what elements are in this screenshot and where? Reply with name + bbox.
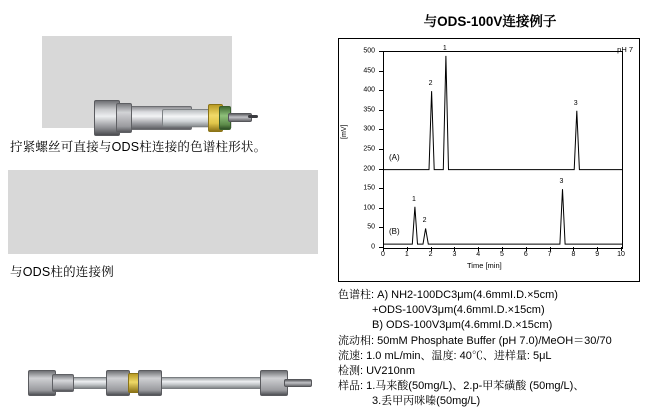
y-tick-mark xyxy=(379,169,383,170)
x-tick-mark xyxy=(431,247,432,251)
y-tick-label: 200 xyxy=(363,165,375,173)
peak-label: 3 xyxy=(573,99,578,107)
condition-line: 3.丢甲丙咪嗪(50mg/L) xyxy=(372,395,481,408)
connection-middle-nut-b xyxy=(138,370,162,396)
ph-annotation: pH 7 xyxy=(617,45,633,54)
peak-label: 1 xyxy=(411,195,416,203)
y-tick-mark xyxy=(379,110,383,111)
x-tick-label: 9 xyxy=(595,251,600,258)
caption-top: 拧紧螺丝可直接与ODS柱连接的色谱柱形状。 xyxy=(10,140,267,154)
condition-line: +ODS-100V3μm(4.6mmI.D.×15cm) xyxy=(372,304,545,317)
x-tick-label: 6 xyxy=(523,251,528,258)
y-tick-label: 350 xyxy=(363,106,375,114)
y-tick-mark xyxy=(379,208,383,209)
right-chart-column xyxy=(330,0,650,420)
connection-left-cone xyxy=(52,374,74,392)
y-tick-label: 250 xyxy=(363,145,375,153)
x-tick-mark xyxy=(621,247,622,251)
condition-line: 流动相: 50mM Phosphate Buffer (pH 7.0)/MeOH＝30/70 xyxy=(338,334,612,347)
peak-label: 1 xyxy=(442,44,447,52)
peak-label: 2 xyxy=(422,217,427,225)
y-axis-label: [mV] xyxy=(341,124,348,139)
x-tick-label: 5 xyxy=(500,251,504,258)
x-tick-mark xyxy=(407,247,408,251)
chromatogram-traces xyxy=(384,52,622,248)
x-tick-label: 3 xyxy=(452,251,457,258)
x-tick-mark xyxy=(478,247,479,251)
x-tick-mark xyxy=(383,247,384,251)
panel-tag-a: (A) xyxy=(389,152,400,162)
x-tick-mark xyxy=(454,247,455,251)
x-tick-mark xyxy=(597,247,598,251)
column-connection-photo xyxy=(8,170,318,254)
condition-line: 检测: UV210nm xyxy=(338,364,416,377)
y-tick-label: 50 xyxy=(367,223,375,231)
y-tick-mark xyxy=(379,51,383,52)
x-tick-mark xyxy=(526,247,527,251)
y-tick-label: 500 xyxy=(363,47,375,55)
y-tick-mark xyxy=(379,71,383,72)
x-tick-mark xyxy=(550,247,551,251)
y-tick-label: 100 xyxy=(363,204,375,212)
condition-line: 色谱柱: A) NH2-100DC3μm(4.6mmI.D.×5cm) xyxy=(338,289,558,301)
peak-label: 2 xyxy=(428,80,433,88)
x-tick-mark xyxy=(502,247,503,251)
column-fitting-photo xyxy=(42,36,232,128)
condition-line: 流速: 1.0 mL/min、温度: 40℃、进样量: 5μL xyxy=(338,349,552,362)
connection-right-tip xyxy=(284,379,312,387)
y-tick-mark xyxy=(379,188,383,189)
y-tick-label: 450 xyxy=(363,67,375,75)
analysis-conditions xyxy=(338,288,650,409)
x-tick-label: 10 xyxy=(617,251,625,258)
x-tick-label: 8 xyxy=(571,251,576,258)
chromatogram-plot xyxy=(383,51,623,249)
connection-tube xyxy=(70,377,262,389)
connection-middle-nut-a xyxy=(106,370,130,396)
fitting-tip-end xyxy=(248,115,258,118)
y-tick-label: 0 xyxy=(371,243,375,251)
page-title: 与ODS-100V连接例子 xyxy=(423,14,557,29)
caption-bottom: 与ODS柱的连接例 xyxy=(10,265,114,279)
x-tick-label: 1 xyxy=(404,251,409,258)
x-tick-label: 2 xyxy=(428,251,433,258)
condition-line: 样品: 1.马来酸(50mg/L)、2.p-甲苯磺酸 (50mg/L)、 xyxy=(338,380,585,393)
condition-line: B) ODS-100V3μm(4.6mmI.D.×15cm) xyxy=(372,319,553,332)
x-tick-mark xyxy=(573,247,574,251)
x-tick-label: 7 xyxy=(547,251,552,258)
x-tick-label: 4 xyxy=(476,251,481,258)
y-tick-mark xyxy=(379,227,383,228)
trace-b xyxy=(384,189,622,244)
x-tick-label: 0 xyxy=(381,251,385,258)
fitting-collar xyxy=(116,103,132,133)
trace-a xyxy=(384,56,622,170)
panel-tag-b: (B) xyxy=(389,227,400,237)
y-tick-label: 150 xyxy=(363,184,375,192)
fitting-tube xyxy=(162,109,214,127)
chromatogram-figure xyxy=(338,38,640,282)
y-tick-mark xyxy=(379,149,383,150)
x-axis-label: Time [min] xyxy=(467,261,502,270)
y-tick-mark xyxy=(379,129,383,130)
peak-label: 3 xyxy=(559,178,564,186)
y-tick-label: 300 xyxy=(363,125,375,133)
y-tick-mark xyxy=(379,90,383,91)
y-tick-label: 400 xyxy=(363,86,375,94)
